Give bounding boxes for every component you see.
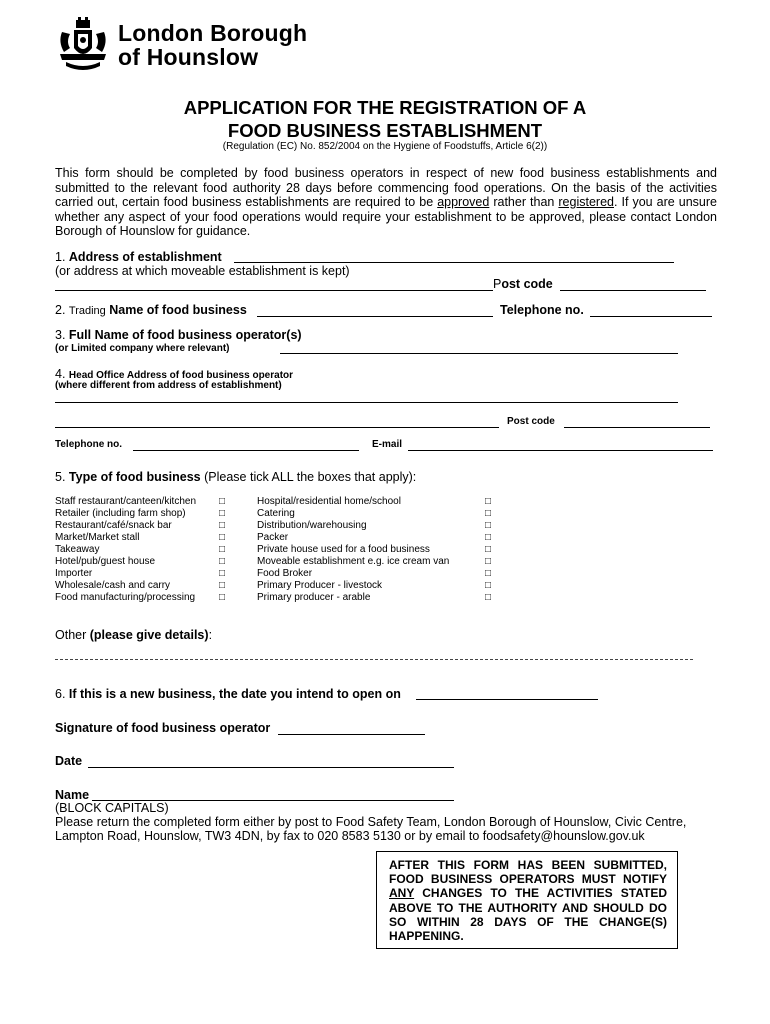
business-type-right-option-label: Packer [257, 532, 289, 543]
q6-open-date-input[interactable] [416, 699, 598, 700]
business-type-right-option-checkbox[interactable]: □ [485, 508, 492, 519]
business-type-left-option-checkbox[interactable]: □ [219, 496, 226, 507]
business-type-right-option-label: Food Broker [257, 568, 313, 579]
business-type-left-option-label: Market/Market stall [55, 532, 140, 543]
business-type-left-option-label: Takeaway [55, 544, 100, 555]
business-type-left-option-label: Food manufacturing/processing [55, 592, 196, 603]
business-type-left-option-label: Wholesale/cash and carry [55, 580, 171, 591]
signature-input[interactable] [278, 734, 425, 735]
business-type-right-option-label: Distribution/warehousing [257, 520, 367, 531]
business-type-left-option-label: Retailer (including farm shop) [55, 508, 186, 519]
name-label: Name [55, 788, 90, 802]
org-name-line1: London Borough [118, 20, 308, 46]
q3-operator-input[interactable] [280, 353, 678, 354]
signature-label: Signature of food business operator [55, 721, 271, 735]
business-type-left-option-checkbox[interactable]: □ [219, 508, 226, 519]
business-type-left-option-label: Hotel/pub/guest house [55, 556, 156, 567]
business-type-right-option-label: Private house used for a food business [257, 544, 430, 555]
business-type-right-option-checkbox[interactable]: □ [485, 568, 492, 579]
business-type-right-option-label: Primary producer - arable [257, 592, 371, 603]
q6-open-date-label: 6. If this is a new business, the date you intend to open on [55, 687, 401, 701]
form-title-line2: FOOD BUSINESS ESTABLISHMENT [227, 120, 543, 141]
q4-postcode-label: Post code [507, 416, 555, 427]
business-type-right-option-checkbox[interactable]: □ [485, 556, 492, 567]
q3-operator-label: 3. Full Name of food business operator(s) [55, 328, 302, 342]
business-type-left-option-checkbox[interactable]: □ [219, 568, 226, 579]
business-type-left-option-checkbox[interactable]: □ [219, 580, 226, 591]
q5-other-label: Other (please give details): [55, 628, 213, 642]
business-type-right-option-checkbox[interactable]: □ [485, 592, 492, 603]
business-type-right-option-checkbox[interactable]: □ [485, 544, 492, 555]
q4-telephone-input[interactable] [133, 450, 359, 451]
q4-head-office-label: 4. Head Office Address of food business operator [55, 367, 294, 381]
date-label: Date [55, 754, 83, 768]
date-input[interactable] [88, 767, 454, 768]
approved-term: approved [437, 195, 490, 209]
q4-address-input-line1[interactable] [55, 402, 678, 403]
q4-postcode-input[interactable] [564, 427, 710, 428]
business-type-right-option-label: Primary Producer - livestock [257, 580, 383, 591]
business-type-left-option-checkbox[interactable]: □ [219, 556, 226, 567]
q4-address-input-line2[interactable] [55, 427, 499, 428]
business-type-left-option-label: Importer [55, 568, 93, 579]
business-type-left-option-checkbox[interactable]: □ [219, 592, 226, 603]
borough-crest-icon [54, 16, 112, 74]
registered-term: registered [558, 195, 614, 209]
q4-telephone-label: Telephone no. [55, 439, 123, 450]
business-type-right-option-label: Catering [257, 508, 295, 519]
q4-head-office-sub: (where different from address of establishment) [55, 380, 282, 391]
q4-email-label: E-mail [372, 439, 403, 450]
business-type-left-option-label: Staff restaurant/canteen/kitchen [55, 496, 197, 507]
business-type-right-option-label: Moveable establishment e.g. ice cream van [257, 556, 450, 567]
business-type-right-option-checkbox[interactable]: □ [485, 520, 492, 531]
regulation-reference: (Regulation (EC) No. 852/2004 on the Hygiene of Foodstuffs, Article 6(2)) [222, 141, 548, 152]
q2-business-name-input[interactable] [257, 316, 493, 317]
q4-email-input[interactable] [408, 450, 713, 451]
intro-paragraph: This form should be completed by food business operators in respect of new food business establishments and submitted to the relevant food authority 28 days before commencing food operations. On the basis of the activities carried out, certain food business establishments are required to be approved rather than registered. If you are unsure whether any aspect of your food operations would require your establishment to be approved, please contact London Borough of Hounslow for guidance. [55, 166, 717, 238]
business-type-left-option-label: Restaurant/café/snack bar [55, 520, 172, 531]
q1-postcode-input[interactable] [560, 290, 706, 291]
return-instructions-line2: Lampton Road, Hounslow, TW3 4DN, by fax to 020 8583 5130 or by email to foodsafety@hounslow.gov.uk [55, 829, 645, 843]
business-type-left-option-checkbox[interactable]: □ [219, 520, 226, 531]
q3-operator-sub: (or Limited company where relevant) [55, 343, 230, 354]
business-type-left-option-checkbox[interactable]: □ [219, 544, 226, 555]
change-notice-text: AFTER THIS FORM HAS BEEN SUBMITTED, FOOD BUSINESS OPERATORS MUST NOTIFY ANY CHANGES TO THE ACTIVITIES STATED ABOVE TO THE AUTHORITY AND SHOULD DO SO WITHIN 28 DAYS OF THE CHANGE(S) HAPPENING. [389, 858, 667, 944]
business-type-right-option-checkbox[interactable]: □ [485, 580, 492, 591]
org-name-line2: of Hounslow [118, 44, 259, 70]
business-type-right-option-checkbox[interactable]: □ [485, 532, 492, 543]
change-notice-box [376, 851, 678, 949]
q1-postcode-label: Post code [493, 277, 553, 291]
q1-address-label: 1. Address of establishment [55, 250, 222, 264]
business-type-right-option-label: Hospital/residential home/school [257, 496, 401, 507]
q2-business-name-label: 2. Trading Name of food business [55, 303, 247, 317]
business-type-right-option-checkbox[interactable]: □ [485, 496, 492, 507]
q1-address-input-line1[interactable] [234, 262, 674, 263]
business-type-left-option-checkbox[interactable]: □ [219, 532, 226, 543]
block-capitals-note: (BLOCK CAPITALS) [55, 801, 169, 815]
q5-business-type-label: 5. Type of food business (Please tick ALL the boxes that apply): [55, 470, 417, 484]
form-title-line1: APPLICATION FOR THE REGISTRATION OF A [183, 97, 587, 118]
q1-address-sub: (or address at which moveable establishment is kept) [55, 264, 350, 278]
q5-other-input[interactable] [55, 659, 693, 660]
q2-telephone-input[interactable] [590, 316, 712, 317]
q2-telephone-label: Telephone no. [500, 303, 584, 317]
return-instructions-line1: Please return the completed form either by post to Food Safety Team, London Borough of Hounslow, Civic Centre, [55, 815, 687, 829]
q1-address-input-line2[interactable] [55, 290, 493, 291]
